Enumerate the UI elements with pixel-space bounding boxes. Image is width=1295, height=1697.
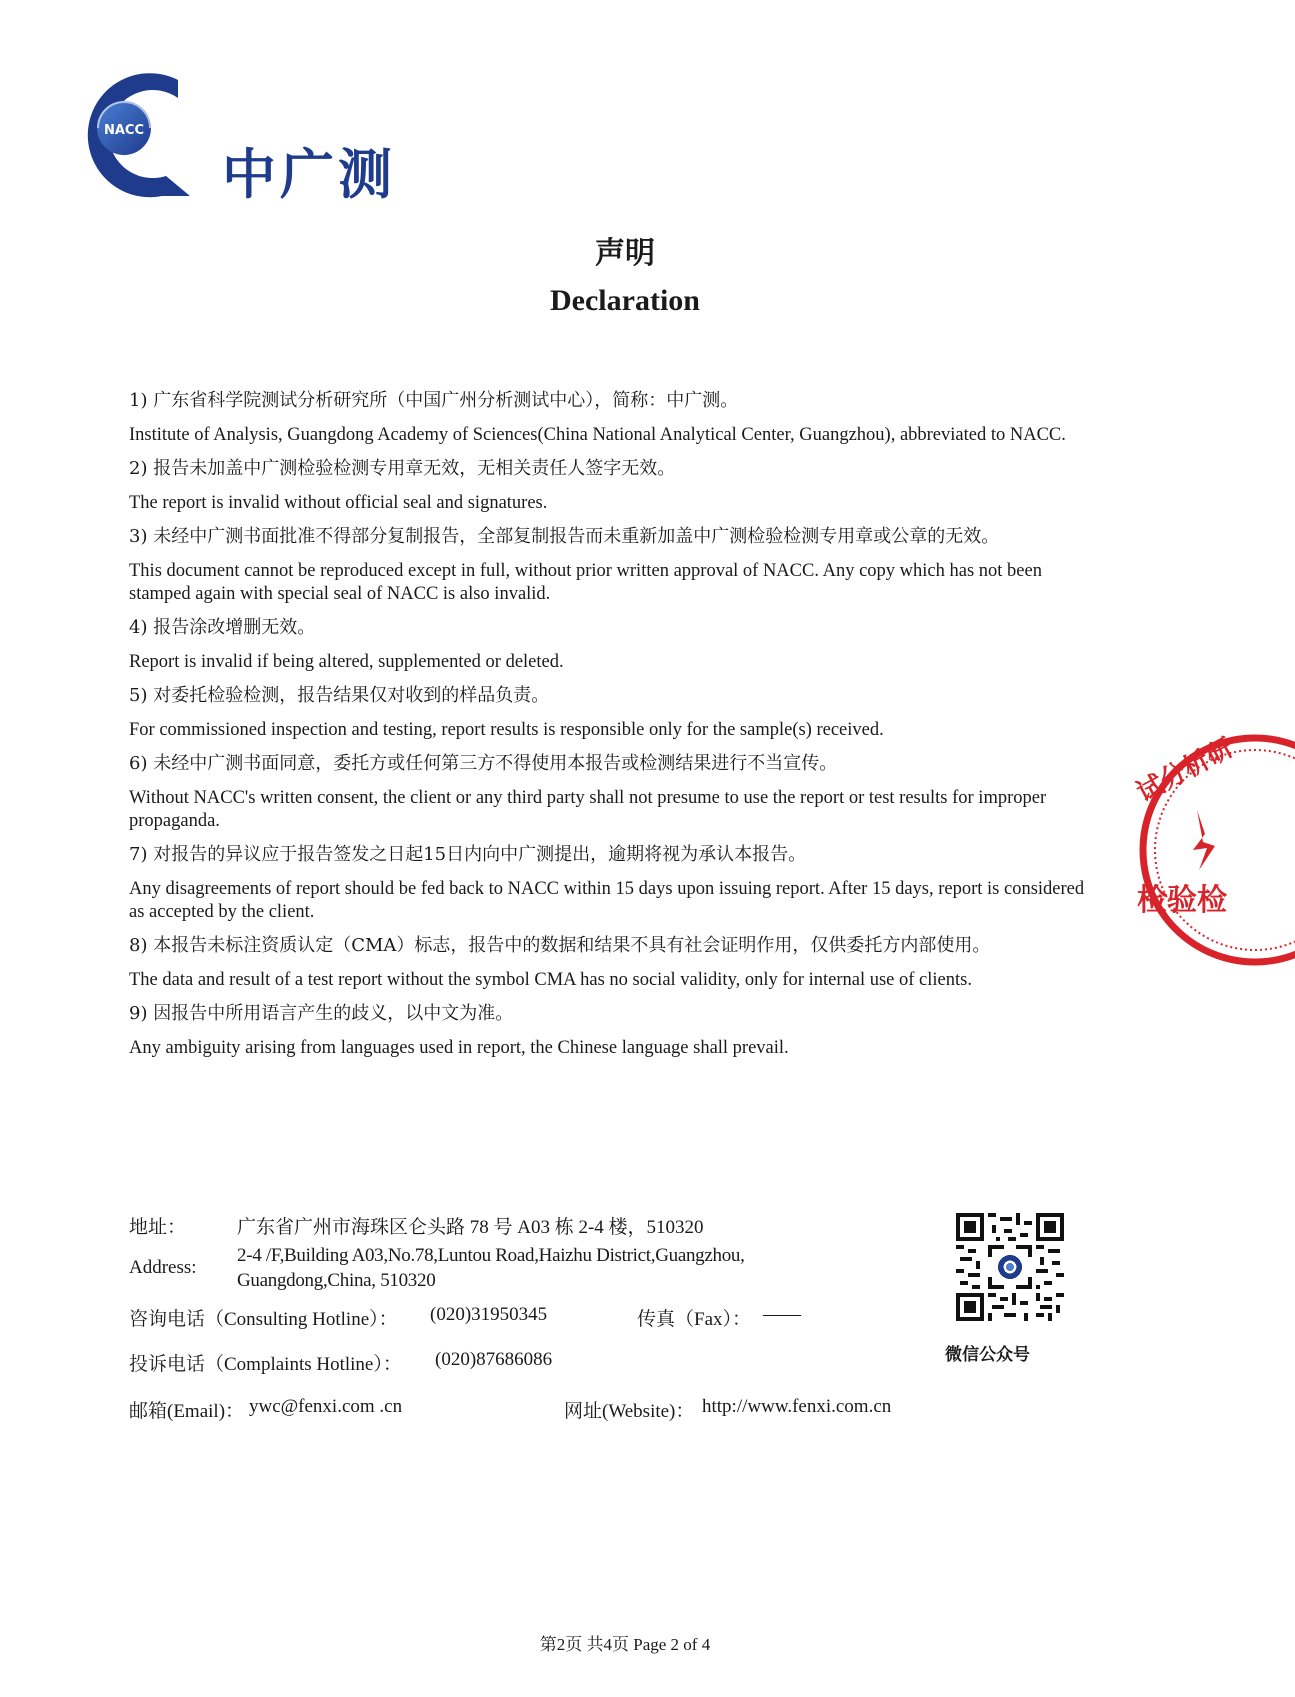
item-text-en: Any disagreements of report should be fed back to NACC within 15 days upon issuing report. After 15 days, report is considered as accepted by the client. — [129, 879, 1085, 922]
item-text-en: Without NACC's written consent, the client or any third party shall not presume to use the report or test results for improper propaganda. — [129, 788, 1047, 831]
complaints-value: (020)87686086 — [435, 1349, 553, 1370]
fax-label: 传真（Fax）： — [637, 1309, 752, 1330]
page-title-en: Declaration — [550, 284, 700, 317]
declaration-item — [129, 751, 1099, 833]
website-label: 网址(Website)： — [564, 1401, 695, 1422]
address-en-line2: Guangdong,China, 510320 — [237, 1270, 436, 1291]
declaration-item — [129, 524, 1099, 606]
item-text-en: The data and result of a test report without the symbol CMA has no social validity, only for internal use of clients. — [129, 970, 972, 990]
item-text-cn: 3) 未经中广测书面批准不得部分复制报告，全部复制报告而未重新加盖中广测检验检测专用章或公章的无效。 — [129, 526, 1000, 547]
declaration-list — [129, 388, 1099, 1069]
svg-text:检验检: 检验检 — [1137, 883, 1227, 918]
item-text-en: Institute of Analysis, Guangdong Academy of Sciences(China National Analytical Center, Guangzhou), abbreviated to NACC. — [129, 425, 1066, 445]
declaration-item — [129, 683, 1099, 742]
consulting-value: (020)31950345 — [430, 1304, 548, 1325]
item-text-cn: 8) 本报告未标注资质认定（CMA）标志，报告中的数据和结果不具有社会证明作用，仅供委托方内部使用。 — [129, 935, 991, 956]
item-text-en: For commissioned inspection and testing, report results is responsible only for the sample(s) received. — [129, 720, 884, 740]
declaration-item — [129, 842, 1099, 924]
address-en-label: Address: — [129, 1257, 197, 1278]
item-text-cn: 4) 报告涂改增删无效。 — [129, 617, 316, 638]
item-text-en: This document cannot be reproduced except in full, without prior written approval of NACC. Any copy which has not been stamped again with special seal of NACC is also invalid. — [129, 561, 1042, 604]
nacc-logo-icon — [58, 68, 238, 208]
item-text-cn: 1) 广东省科学院测试分析研究所（中国广州分析测试中心），简称：中广测。 — [129, 390, 739, 411]
item-text-en: Report is invalid if being altered, supplemented or deleted. — [129, 652, 564, 672]
official-seal-icon — [1132, 730, 1239, 970]
qr-label: 微信公众号 — [945, 1345, 1030, 1365]
address-cn-label: 地址： — [129, 1217, 187, 1238]
item-text-cn: 5) 对委托检验检测，报告结果仅对收到的样品负责。 — [129, 685, 550, 706]
email-value: ywc@fenxi.com .cn — [249, 1396, 403, 1417]
email-label: 邮箱(Email)： — [129, 1401, 245, 1422]
logo-name-cn: 中广测 — [222, 143, 396, 206]
declaration-item — [129, 615, 1099, 674]
address-en-line1: 2-4 /F,Building A03,No.78,Luntou Road,Haizhu District,Guangzhou, — [237, 1245, 745, 1266]
declaration-item — [129, 1001, 1099, 1060]
item-text-en: The report is invalid without official seal and signatures. — [129, 493, 548, 513]
declaration-item — [129, 933, 1099, 992]
item-text-cn: 6) 未经中广测书面同意，委托方或任何第三方不得使用本报告或检测结果进行不当宣传。 — [129, 753, 838, 774]
page-title-cn: 声明 — [595, 236, 655, 271]
consulting-label: 咨询电话（Consulting Hotline）： — [129, 1309, 398, 1330]
address-cn: 广东省广州市海珠区仑头路 78 号 A03 栋 2-4 楼，510320 — [237, 1217, 704, 1238]
complaints-label: 投诉电话（Complaints Hotline）： — [129, 1354, 402, 1375]
svg-text:NACC: NACC — [103, 123, 145, 138]
svg-text:试分析研: 试分析研 — [1132, 732, 1239, 809]
item-text-cn: 7) 对报告的异议应于报告签发之日起15日内向中广测提出，逾期将视为承认本报告。 — [129, 844, 807, 865]
website-value: http://www.fenxi.com.cn — [702, 1396, 892, 1417]
qr-code-icon — [956, 1213, 1064, 1321]
declaration-item — [129, 388, 1099, 447]
item-text-cn: 2) 报告未加盖中广测检验检测专用章无效，无相关责任人签字无效。 — [129, 458, 676, 479]
page-number: 第2页 共4页 Page 2 of 4 — [539, 1635, 711, 1654]
item-text-en: Any ambiguity arising from languages used in report, the Chinese language shall prevail. — [129, 1038, 789, 1058]
item-text-cn: 9) 因报告中所用语言产生的歧义，以中文为准。 — [129, 1003, 514, 1024]
fax-value: —— — [763, 1304, 801, 1325]
declaration-item — [129, 456, 1099, 515]
